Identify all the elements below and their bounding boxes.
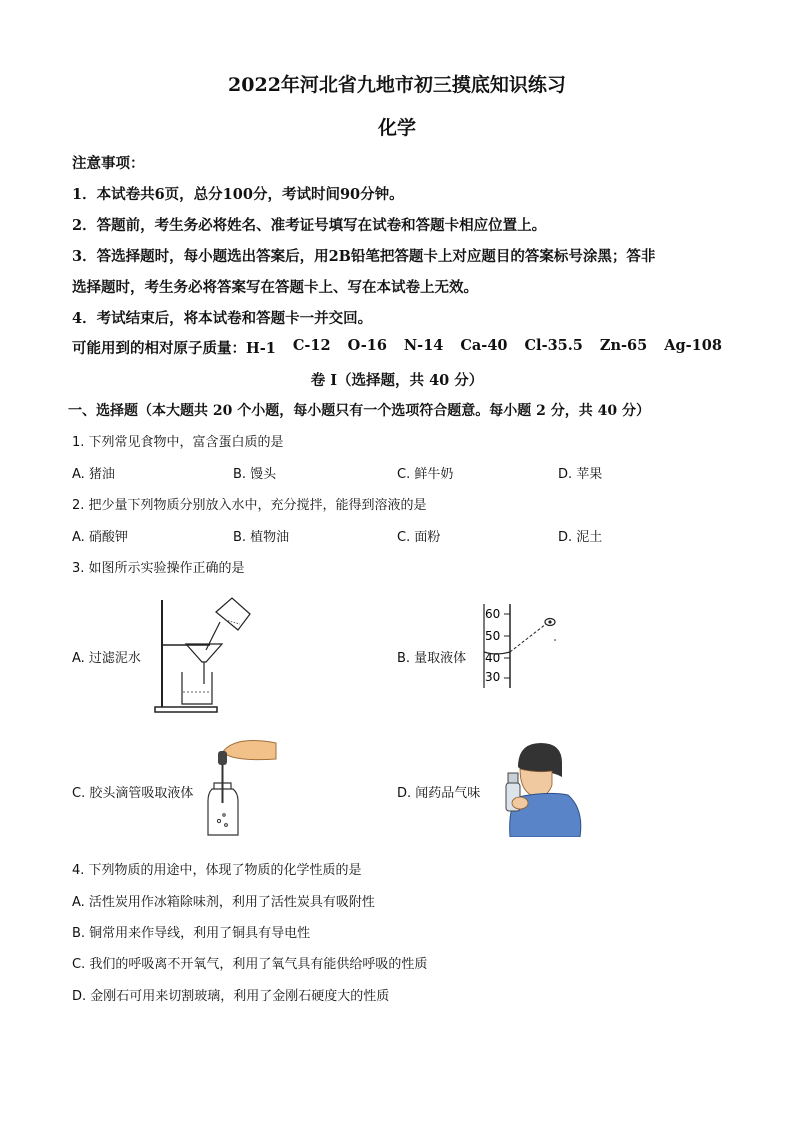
question-stem: 1. 下列常见食物中，富含蛋白质的是 bbox=[72, 435, 284, 450]
option-c: C. 我们的呼吸离不开氧气，利用了氧气具有能供给呼吸的性质 bbox=[72, 957, 428, 972]
option-b: B. 馒头 bbox=[233, 467, 277, 482]
atomic-mass: N-14 bbox=[403, 337, 444, 354]
atomic-mass: Ca-40 bbox=[460, 337, 508, 354]
notes-heading: 注意事项： bbox=[72, 155, 145, 172]
note-item: 1．本试卷共6页，总分100分，考试时间90分钟。 bbox=[72, 186, 404, 203]
question-stem: 3. 如图所示实验操作正确的是 bbox=[72, 561, 245, 576]
option-c: C. 面粉 bbox=[397, 530, 441, 545]
atomic-mass: Cl-35.5 bbox=[524, 337, 583, 354]
option-c: C. 胶头滴管吸取液体 bbox=[72, 786, 194, 801]
smell-chemical-image bbox=[496, 737, 586, 837]
option-d: D. 泥土 bbox=[558, 530, 603, 545]
option-b: B. 量取液体 bbox=[397, 651, 467, 666]
option-d: D. 金刚石可用来切割玻璃，利用了金刚石硬度大的性质 bbox=[72, 989, 390, 1004]
question-stem: 4. 下列物质的用途中，体现了物质的化学性质的是 bbox=[72, 863, 362, 878]
tick-label: 50 bbox=[485, 629, 501, 643]
tick-label: 60 bbox=[485, 607, 501, 621]
filtration-apparatus-image bbox=[150, 592, 255, 717]
tick-label: 40 bbox=[485, 651, 501, 665]
note-item: 3．答选择题时，每小题选出答案后，用2B铅笔把答题卡上对应题目的答案标号涂黑；答非 bbox=[72, 248, 656, 265]
tick-label: 30 bbox=[485, 670, 501, 684]
option-b: B. 植物油 bbox=[233, 530, 290, 545]
note-item: 2．答题前，考生务必将姓名、准考证号填写在试卷和答题卡相应位置上。 bbox=[72, 217, 547, 234]
question-stem: 2. 把少量下列物质分别放入水中，充分搅拌，能得到溶液的是 bbox=[72, 498, 427, 513]
atomic-mass-row bbox=[72, 337, 722, 358]
option-d: D. 苹果 bbox=[558, 467, 603, 482]
note-item: 选择题时，考生务必将答案写在答题卡上、写在本试卷上无效。 bbox=[72, 279, 478, 296]
section-heading: 一、选择题（本大题共 20 个小题，每小题只有一个选项符合题意。每小题 2 分，共 40 分） bbox=[68, 403, 650, 419]
atomic-mass: C-12 bbox=[292, 337, 331, 354]
dropper-image bbox=[204, 731, 284, 841]
atomic-mass: O-16 bbox=[347, 337, 387, 354]
option-a: A. 活性炭用作冰箱除味剂，利用了活性炭具有吸附性 bbox=[72, 895, 375, 910]
note-item: 4．考试结束后，将本试卷和答题卡一并交回。 bbox=[72, 310, 373, 327]
atomic-mass: Ag-108 bbox=[664, 337, 722, 354]
part-title: 卷 I（选择题，共 40 分） bbox=[310, 372, 484, 389]
subject-title: 化学 bbox=[377, 117, 416, 139]
option-c: C. 鲜牛奶 bbox=[397, 467, 454, 482]
option-b: B. 铜常用来作导线，利用了铜具有导电性 bbox=[72, 926, 311, 941]
option-d: D. 闻药品气味 bbox=[397, 786, 481, 801]
exam-title: 2022年河北省九地市初三摸底知识练习 bbox=[228, 74, 566, 96]
option-a: A. 猪油 bbox=[72, 467, 115, 482]
atomic-mass: Zn-65 bbox=[599, 337, 648, 354]
graduated-cylinder-image bbox=[478, 602, 568, 690]
option-a: A. 硝酸钾 bbox=[72, 530, 128, 545]
option-a: A. 过滤泥水 bbox=[72, 651, 141, 666]
atomic-mass-label: 可能用到的相对原子质量：H-1 bbox=[72, 340, 276, 357]
